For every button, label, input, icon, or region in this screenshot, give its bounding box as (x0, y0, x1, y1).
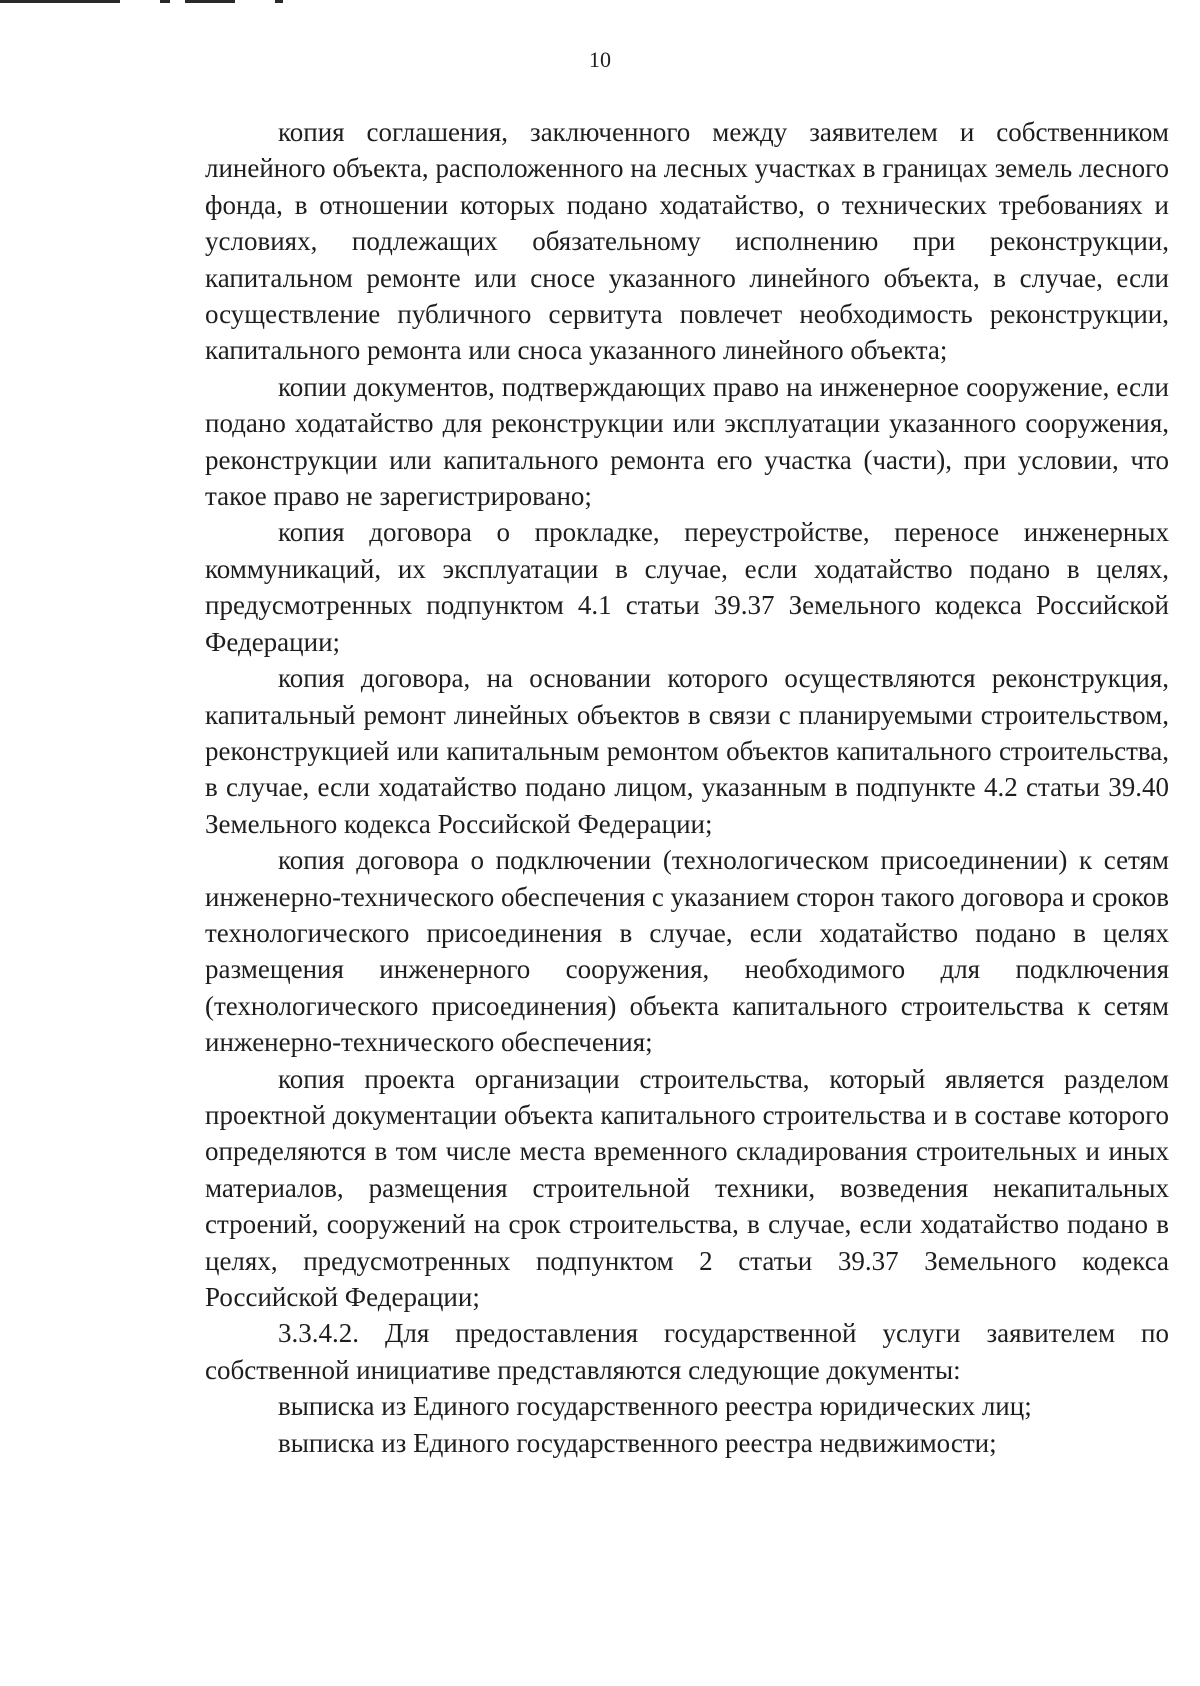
paragraph-construction-project: копия проекта организации строительства, который является разделом проектной документации объекта капитального строительства и в составе которого определяются в том числе места временного складирования строительных и иных материалов, размещения строительной техники, возведения некапитальных строений, сооружений на срок строительства, в случае, если ходатайство подано в целях, предусмотренных подпунктом 2 статьи 39.37 Земельного кодекса Российской Федерации; (205, 1063, 1169, 1312)
scan-edge-mark (0, 0, 120, 3)
paragraph-reconstruction-contract: копия договора, на основании которого осуществляются реконструкция, капитальный ремонт линейных объектов в связи с планируемыми строительством, реконструкцией или капитальным ремонтом объектов капитального строительства, в случае, если ходатайство подано лицом, указанным в подпункте 4.2 статьи 39.40 Земельного кодекса Российской Федерации; (205, 663, 1169, 839)
scan-edge-mark (275, 0, 283, 3)
document-body (205, 114, 1169, 1461)
page-number: 10 (589, 47, 611, 72)
scan-edge-mark (185, 0, 235, 3)
paragraph-egrul-extract: выписка из Единого государственного реестра юридических лиц; (278, 1391, 1032, 1422)
paragraph-utility-relocation-contract: копия договора о прокладке, переустройстве, переносе инженерных коммуникаций, их эксплуатации в случае, если ходатайство подано в целях, предусмотренных подпунктом 4.1 статьи 39.37 Земельного кодекса Российской Федерации; (205, 517, 1169, 657)
paragraph-connection-contract: копия договора о подключении (технологическом присоединении) к сетям инженерно-технического обеспечения с указанием сторон такого договора и сроков технологического присоединения в случае, если ходатайство подано в целях размещения инженерного сооружения, необходимого для подключения (технологического присоединения) объекта капитального строительства к сетям инженерно-технического обеспечения; (205, 845, 1169, 1058)
paragraph-section-3-3-4-2: 3.3.4.2. Для предоставления государственной услуги заявителем по собственной инициативе представляются следующие документы: (205, 1318, 1169, 1385)
paragraph-agreement-copy: копия соглашения, заключенного между заявителем и собственником линейного объекта, расположенного на лесных участках в границах земель лесного фонда, в отношении которых подано ходатайство, о технических требованиях и условиях, подлежащих обязательному исполнению при реконструкции, капитальном ремонте или сносе указанного линейного объекта, в случае, если осуществление публичного сервитута повлечет необходимость реконструкции, капитального ремонта или сноса указанного линейного объекта; (205, 117, 1169, 366)
paragraph-engineering-structure-rights: копии документов, подтверждающих право на инженерное сооружение, если подано ходатайство для реконструкции или эксплуатации указанного сооружения, реконструкции или капитального ремонта его участка (части), при условии, что такое право не зарегистрировано; (205, 371, 1169, 512)
paragraph-egrn-extract: выписка из Единого государственного реестра недвижимости; (278, 1427, 997, 1458)
scan-edge-mark (160, 0, 170, 3)
